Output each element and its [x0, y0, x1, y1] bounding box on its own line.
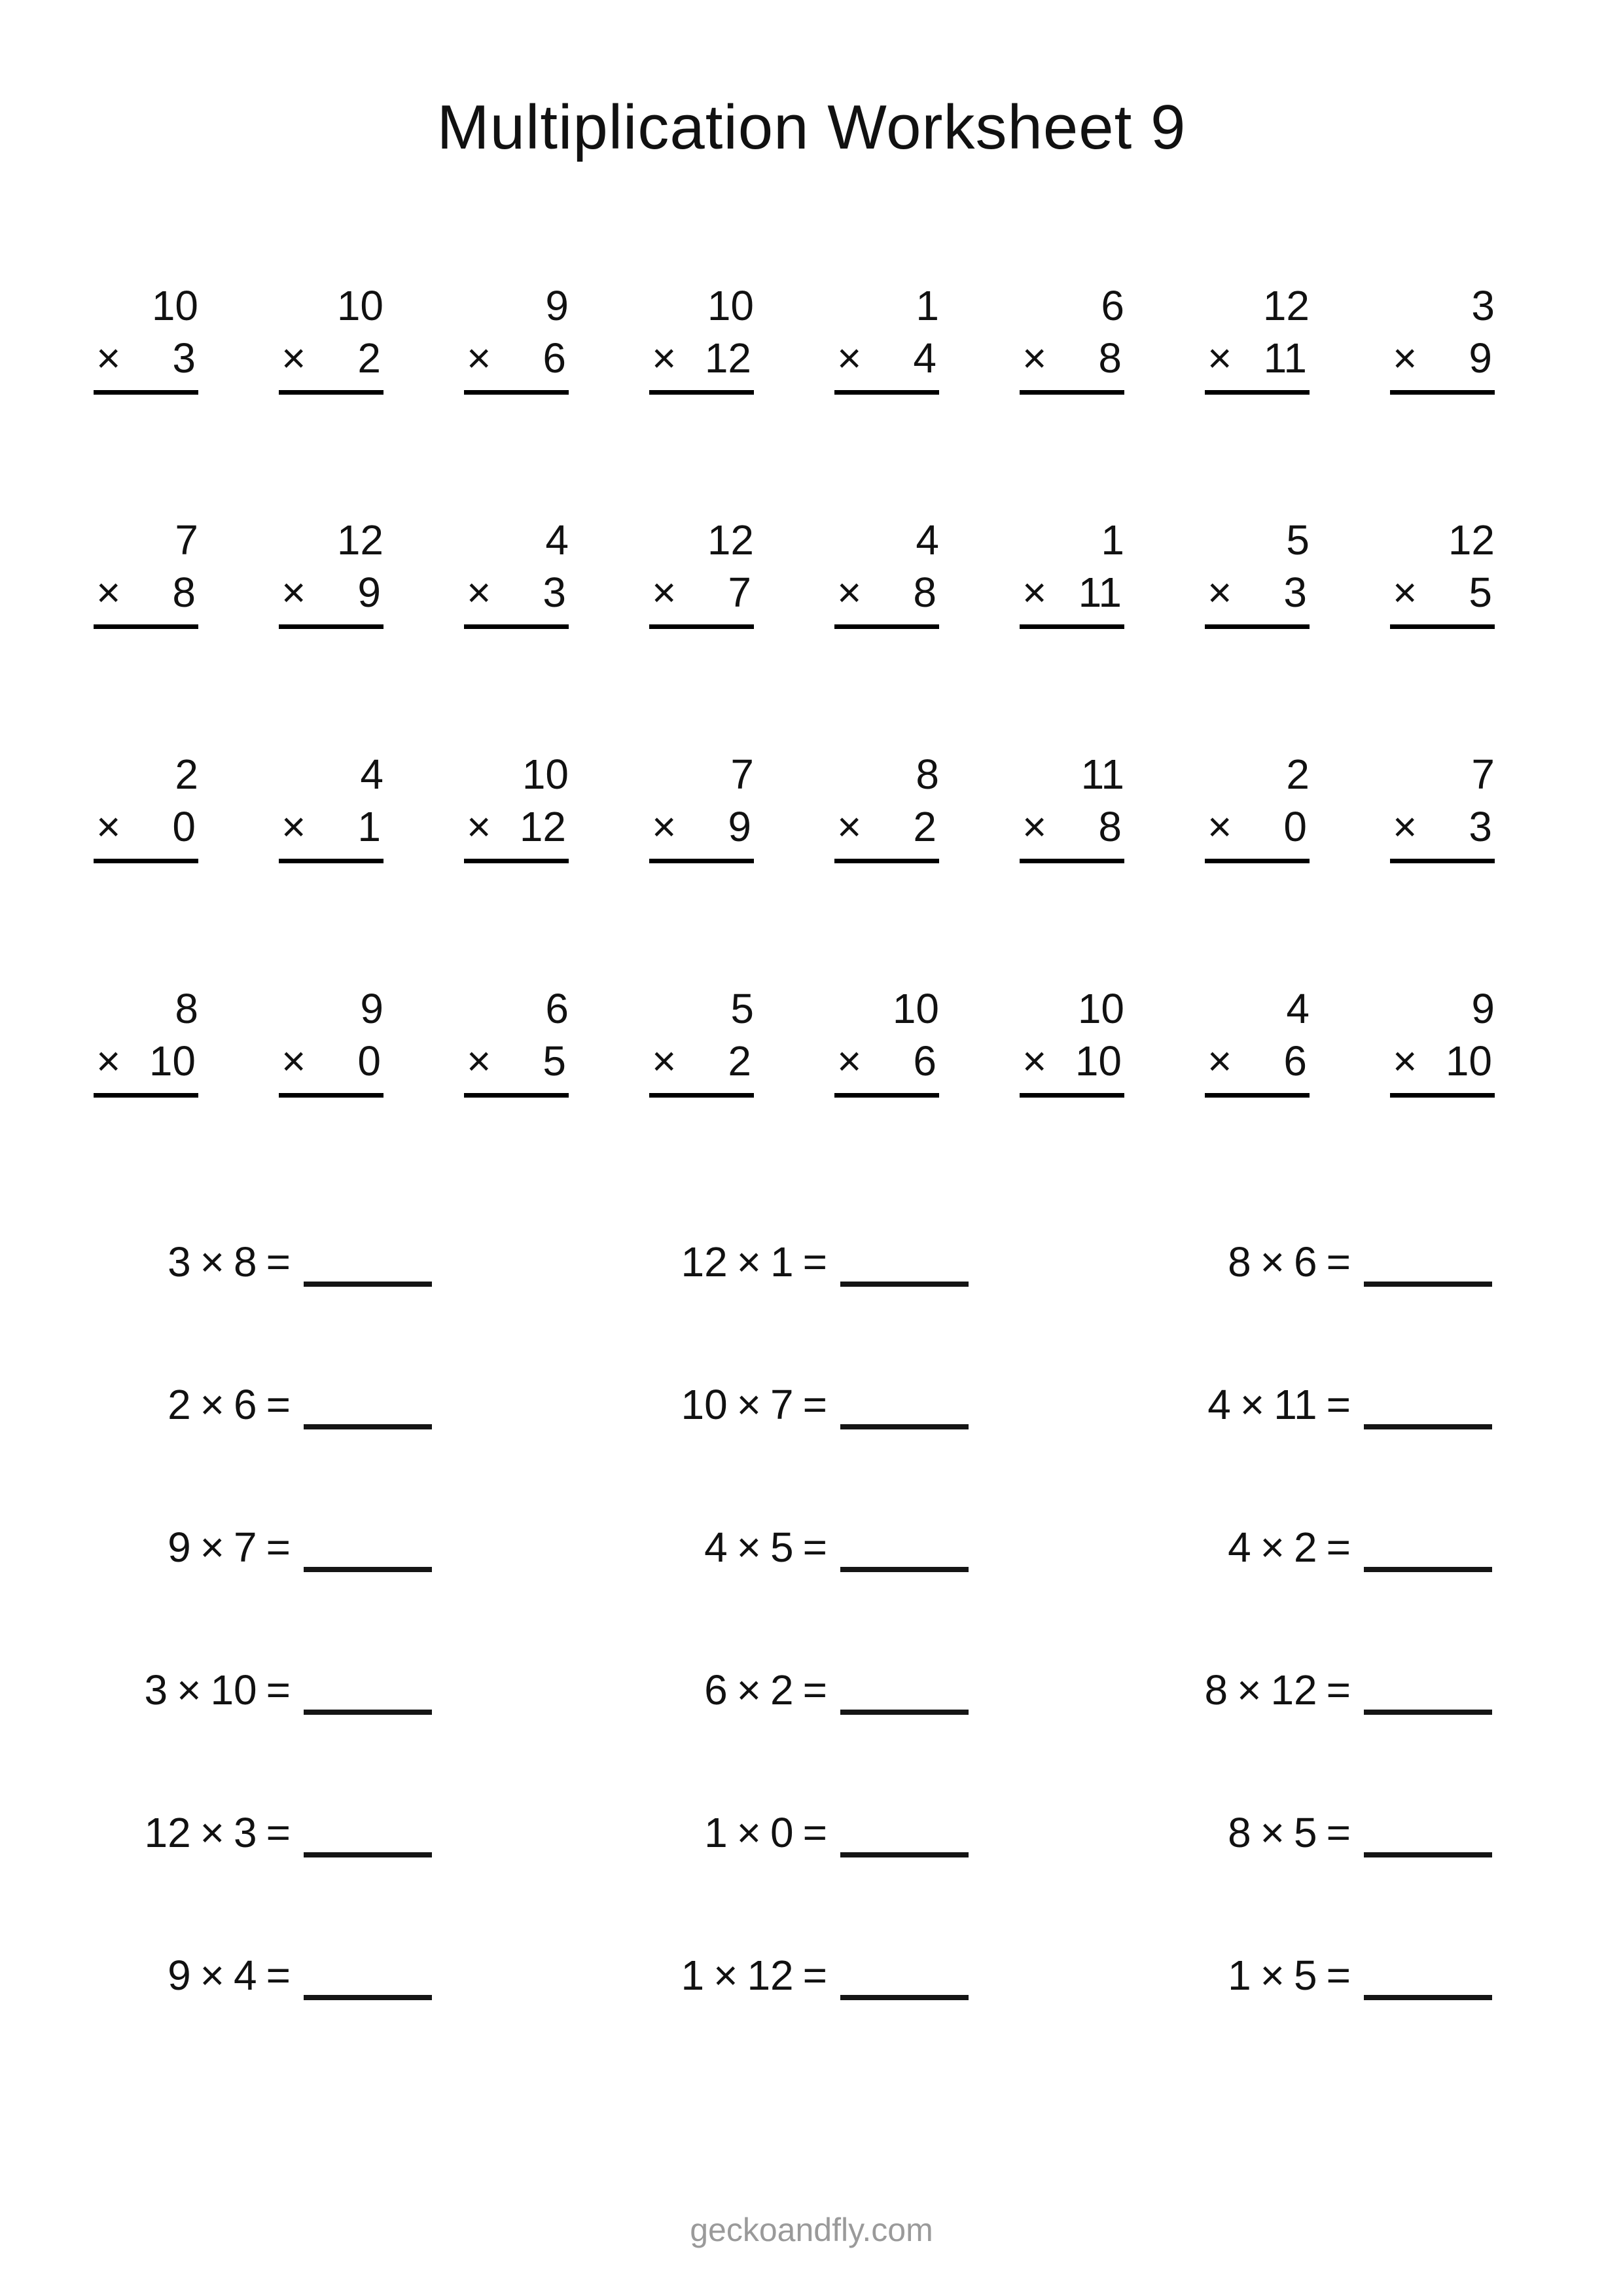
vertical-problem: [569, 281, 754, 395]
equation: [432, 1380, 969, 1429]
times-sign: ×: [713, 1952, 738, 1999]
multiplier-line: [464, 1037, 569, 1098]
answer-blank: [840, 1818, 969, 1857]
multiplier: 4: [913, 334, 936, 382]
multiplier: 0: [357, 1037, 381, 1085]
equals-sign: =: [1326, 1952, 1351, 1999]
equation: [969, 1665, 1492, 1714]
factor-b: 5: [770, 1524, 794, 1571]
multiplicand: 10: [336, 282, 383, 329]
equals-sign: =: [1326, 1666, 1351, 1713]
equation: [432, 1237, 969, 1286]
answer-blank: [1364, 1961, 1492, 2000]
factor-b: 6: [234, 1381, 257, 1428]
times-sign: ×: [467, 569, 491, 616]
equals-sign: =: [266, 1381, 291, 1428]
multiplicand: 10: [1077, 985, 1124, 1032]
factor-b: 10: [210, 1666, 257, 1713]
factor-a: 3: [144, 1666, 168, 1713]
equation: [969, 1522, 1492, 1571]
times-sign: ×: [1393, 569, 1418, 616]
times-sign: ×: [281, 569, 306, 616]
equation: [432, 1665, 969, 1714]
equals-sign: =: [1326, 1381, 1351, 1428]
multiplicand: 11: [1080, 751, 1124, 798]
equation: [0, 1380, 432, 1429]
factor-b: 5: [1294, 1952, 1317, 1999]
multiplier-line: [1390, 802, 1495, 863]
multiplier: 12: [704, 334, 751, 382]
multiplier: 3: [1283, 569, 1307, 616]
factor-b: 7: [234, 1524, 257, 1571]
multiplier: 6: [913, 1037, 936, 1085]
times-sign: ×: [200, 1809, 225, 1856]
times-sign: ×: [467, 803, 491, 850]
vertical-problem: [1310, 984, 1495, 1098]
vertical-problem: [13, 984, 198, 1098]
multiplier: 11: [1078, 569, 1122, 616]
multiplier-line: [1205, 568, 1310, 629]
factor-a: 4: [1228, 1524, 1251, 1571]
factor-a: 12: [681, 1238, 728, 1285]
multiplicand: 10: [522, 751, 569, 798]
horizontal-equations-grid: [0, 1237, 1492, 2000]
footer-watermark: geckoandfly.com: [690, 2212, 933, 2248]
multiplier: 8: [1098, 334, 1122, 382]
times-sign: ×: [177, 1666, 202, 1713]
answer-blank: [840, 1961, 969, 2000]
times-sign: ×: [467, 1037, 491, 1085]
multiplicand: 9: [545, 282, 569, 329]
multiplier: 6: [543, 334, 566, 382]
factor-a: 8: [1228, 1809, 1251, 1856]
factor-b: 2: [1294, 1524, 1317, 1571]
times-sign: ×: [1022, 803, 1047, 850]
vertical-problem: [13, 516, 198, 629]
vertical-problem: [198, 984, 383, 1098]
equation: [432, 1950, 969, 2000]
multiplier-line: [94, 802, 198, 863]
equation: [0, 1665, 432, 1714]
answer-blank: [1364, 1247, 1492, 1287]
times-sign: ×: [652, 1037, 677, 1085]
multiplicand: 12: [336, 516, 383, 564]
factor-b: 5: [1294, 1809, 1317, 1856]
multiplicand: 1: [916, 282, 939, 329]
vertical-problem: [1310, 281, 1495, 395]
multiplier-line: [279, 1037, 383, 1098]
multiplier: 1: [357, 803, 381, 850]
multiplier-line: [1205, 802, 1310, 863]
factor-a: 10: [681, 1381, 728, 1428]
multiplicand: 4: [545, 516, 569, 564]
vertical-problem: [754, 750, 939, 863]
equation: [432, 1808, 969, 1857]
multiplicand: 4: [1286, 985, 1310, 1032]
vertical-problem: [383, 984, 569, 1098]
vertical-problem: [754, 516, 939, 629]
multiplicand: 12: [1262, 282, 1310, 329]
multiplier-line: [1390, 334, 1495, 395]
vertical-problem: [383, 516, 569, 629]
equation: [0, 1237, 432, 1286]
times-sign: ×: [96, 803, 121, 850]
vertical-problem: [939, 984, 1124, 1098]
factor-a: 12: [144, 1809, 191, 1856]
times-sign: ×: [1260, 1524, 1285, 1571]
equation: [0, 1950, 432, 2000]
factor-b: 2: [770, 1666, 794, 1713]
factor-a: 3: [168, 1238, 191, 1285]
times-sign: ×: [1260, 1952, 1285, 1999]
factor-b: 8: [234, 1238, 257, 1285]
equation: [969, 1237, 1492, 1286]
multiplier: 0: [1283, 803, 1307, 850]
times-sign: ×: [1207, 803, 1232, 850]
factor-a: 1: [1228, 1952, 1251, 1999]
times-sign: ×: [96, 334, 121, 382]
vertical-problem: [13, 281, 198, 395]
answer-blank: [304, 1390, 432, 1429]
multiplier-line: [94, 1037, 198, 1098]
multiplicand: 4: [916, 516, 939, 564]
factor-b: 11: [1274, 1381, 1317, 1428]
multiplicand: 12: [707, 516, 754, 564]
multiplier-line: [1205, 334, 1310, 395]
equation: [432, 1522, 969, 1571]
multiplier: 5: [1469, 569, 1492, 616]
times-sign: ×: [1237, 1666, 1262, 1713]
vertical-problem: [754, 984, 939, 1098]
times-sign: ×: [1207, 334, 1232, 382]
multiplicand: 10: [151, 282, 198, 329]
multiplicand: 7: [1471, 751, 1495, 798]
times-sign: ×: [1393, 1037, 1418, 1085]
answer-blank: [840, 1390, 969, 1429]
factor-a: 4: [704, 1524, 728, 1571]
multiplicand: 5: [730, 985, 754, 1032]
answer-blank: [304, 1247, 432, 1287]
multiplier-line: [649, 802, 754, 863]
factor-a: 6: [704, 1666, 728, 1713]
vertical-problem: [1124, 281, 1310, 395]
multiplicand: 3: [1471, 282, 1495, 329]
vertical-problem: [383, 281, 569, 395]
factor-a: 9: [168, 1952, 191, 1999]
multiplier: 2: [728, 1037, 751, 1085]
equation: [969, 1380, 1492, 1429]
worksheet-title: Multiplication Worksheet 9: [437, 92, 1186, 162]
times-sign: ×: [1022, 569, 1047, 616]
multiplicand: 4: [360, 751, 383, 798]
multiplier: 3: [543, 569, 566, 616]
multiplier-line: [94, 568, 198, 629]
times-sign: ×: [1022, 334, 1047, 382]
multiplier-line: [464, 802, 569, 863]
multiplier-line: [1020, 568, 1124, 629]
equals-sign: =: [802, 1381, 827, 1428]
factor-b: 0: [770, 1809, 794, 1856]
factor-a: 8: [1204, 1666, 1228, 1713]
answer-blank: [1364, 1676, 1492, 1715]
factor-a: 9: [168, 1524, 191, 1571]
multiplicand: 8: [916, 751, 939, 798]
multiplier-line: [649, 334, 754, 395]
multiplier-line: [834, 802, 939, 863]
multiplier-line: [1390, 568, 1495, 629]
times-sign: ×: [1207, 1037, 1232, 1085]
answer-blank: [1364, 1818, 1492, 1857]
vertical-problem: [939, 516, 1124, 629]
multiplicand: 9: [360, 985, 383, 1032]
equals-sign: =: [266, 1238, 291, 1285]
vertical-problem: [1124, 984, 1310, 1098]
times-sign: ×: [652, 569, 677, 616]
multiplier-line: [649, 1037, 754, 1098]
multiplier: 8: [172, 569, 196, 616]
vertical-problem: [198, 750, 383, 863]
equals-sign: =: [802, 1524, 827, 1571]
multiplier-line: [1390, 1037, 1495, 1098]
times-sign: ×: [652, 334, 677, 382]
equation: [0, 1808, 432, 1857]
factor-a: 1: [681, 1952, 705, 1999]
times-sign: ×: [1393, 803, 1418, 850]
factor-a: 8: [1228, 1238, 1251, 1285]
times-sign: ×: [200, 1238, 225, 1285]
vertical-problem: [383, 750, 569, 863]
times-sign: ×: [837, 569, 862, 616]
times-sign: ×: [652, 803, 677, 850]
multiplier-line: [279, 334, 383, 395]
multiplier: 9: [357, 569, 381, 616]
multiplier: 8: [913, 569, 936, 616]
answer-blank: [840, 1533, 969, 1572]
equals-sign: =: [266, 1809, 291, 1856]
multiplicand: 7: [730, 751, 754, 798]
vertical-problem: [198, 281, 383, 395]
times-sign: ×: [1393, 334, 1418, 382]
multiplicand: 12: [1448, 516, 1495, 564]
times-sign: ×: [1260, 1238, 1285, 1285]
factor-b: 12: [747, 1952, 794, 1999]
times-sign: ×: [1240, 1381, 1265, 1428]
multiplier: 3: [1469, 803, 1492, 850]
multiplier: 8: [1098, 803, 1122, 850]
multiplier-line: [279, 568, 383, 629]
equals-sign: =: [266, 1952, 291, 1999]
multiplier-line: [94, 334, 198, 395]
vertical-problem: [13, 750, 198, 863]
answer-blank: [1364, 1390, 1492, 1429]
vertical-problem: [1310, 750, 1495, 863]
answer-blank: [304, 1533, 432, 1572]
multiplicand: 2: [175, 751, 198, 798]
multiplicand: 9: [1471, 985, 1495, 1032]
vertical-problem: [198, 516, 383, 629]
answer-blank: [304, 1676, 432, 1715]
multiplier-line: [834, 1037, 939, 1098]
factor-b: 6: [1294, 1238, 1317, 1285]
equals-sign: =: [266, 1524, 291, 1571]
vertical-problem: [569, 984, 754, 1098]
vertical-problem: [1124, 516, 1310, 629]
factor-a: 1: [704, 1809, 728, 1856]
times-sign: ×: [200, 1381, 225, 1428]
answer-blank: [840, 1247, 969, 1287]
factor-b: 7: [770, 1381, 794, 1428]
times-sign: ×: [736, 1238, 762, 1285]
vertical-problem: [754, 281, 939, 395]
multiplier-line: [1020, 802, 1124, 863]
multiplier: 0: [172, 803, 196, 850]
multiplier-line: [1205, 1037, 1310, 1098]
multiplicand: 6: [545, 985, 569, 1032]
multiplier-line: [464, 568, 569, 629]
multiplier: 10: [1075, 1037, 1122, 1085]
factor-b: 12: [1270, 1666, 1317, 1713]
multiplicand: 5: [1286, 516, 1310, 564]
times-sign: ×: [736, 1381, 762, 1428]
multiplier: 9: [728, 803, 751, 850]
vertical-problem: [939, 281, 1124, 395]
times-sign: ×: [1022, 1037, 1047, 1085]
multiplier-line: [834, 334, 939, 395]
answer-blank: [304, 1961, 432, 2000]
multiplier: 5: [543, 1037, 566, 1085]
multiplier-line: [834, 568, 939, 629]
multiplicand: 10: [892, 985, 939, 1032]
times-sign: ×: [736, 1809, 762, 1856]
equals-sign: =: [1326, 1524, 1351, 1571]
times-sign: ×: [736, 1666, 762, 1713]
vertical-problems-grid: [13, 281, 1495, 1098]
factor-a: 4: [1207, 1381, 1231, 1428]
multiplier: 7: [728, 569, 751, 616]
multiplier: 3: [172, 334, 196, 382]
multiplier: 9: [1469, 334, 1492, 382]
equation: [969, 1950, 1492, 2000]
multiplier-line: [649, 568, 754, 629]
equals-sign: =: [802, 1952, 827, 1999]
multiplier: 12: [519, 803, 566, 850]
multiplicand: 6: [1101, 282, 1124, 329]
times-sign: ×: [467, 334, 491, 382]
multiplicand: 8: [175, 985, 198, 1032]
equals-sign: =: [1326, 1238, 1351, 1285]
vertical-problem: [569, 516, 754, 629]
times-sign: ×: [837, 334, 862, 382]
vertical-problem: [1310, 516, 1495, 629]
times-sign: ×: [281, 803, 306, 850]
equals-sign: =: [802, 1238, 827, 1285]
multiplicand: 7: [175, 516, 198, 564]
multiplier-line: [1020, 334, 1124, 395]
multiplier-line: [1020, 1037, 1124, 1098]
factor-b: 4: [234, 1952, 257, 1999]
multiplicand: 10: [707, 282, 754, 329]
equals-sign: =: [266, 1666, 291, 1713]
answer-blank: [840, 1676, 969, 1715]
times-sign: ×: [1207, 569, 1232, 616]
multiplier: 2: [357, 334, 381, 382]
times-sign: ×: [200, 1952, 225, 1999]
factor-a: 2: [168, 1381, 191, 1428]
multiplier-line: [464, 334, 569, 395]
multiplier: 10: [149, 1037, 196, 1085]
factor-b: 1: [770, 1238, 794, 1285]
multiplier-line: [279, 802, 383, 863]
multiplier: 2: [913, 803, 936, 850]
multiplier: 6: [1283, 1037, 1307, 1085]
answer-blank: [1364, 1533, 1492, 1572]
multiplier: 11: [1263, 334, 1307, 382]
vertical-problem: [1124, 750, 1310, 863]
times-sign: ×: [96, 1037, 121, 1085]
multiplicand: 2: [1286, 751, 1310, 798]
answer-blank: [304, 1818, 432, 1857]
times-sign: ×: [736, 1524, 762, 1571]
times-sign: ×: [96, 569, 121, 616]
times-sign: ×: [200, 1524, 225, 1571]
multiplicand: 1: [1101, 516, 1124, 564]
vertical-problem: [939, 750, 1124, 863]
equation: [969, 1808, 1492, 1857]
equals-sign: =: [802, 1809, 827, 1856]
equals-sign: =: [1326, 1809, 1351, 1856]
times-sign: ×: [1260, 1809, 1285, 1856]
vertical-problem: [569, 750, 754, 863]
times-sign: ×: [281, 334, 306, 382]
multiplier: 10: [1445, 1037, 1492, 1085]
equation: [0, 1522, 432, 1571]
times-sign: ×: [281, 1037, 306, 1085]
times-sign: ×: [837, 1037, 862, 1085]
times-sign: ×: [837, 803, 862, 850]
equals-sign: =: [802, 1666, 827, 1713]
factor-b: 3: [234, 1809, 257, 1856]
